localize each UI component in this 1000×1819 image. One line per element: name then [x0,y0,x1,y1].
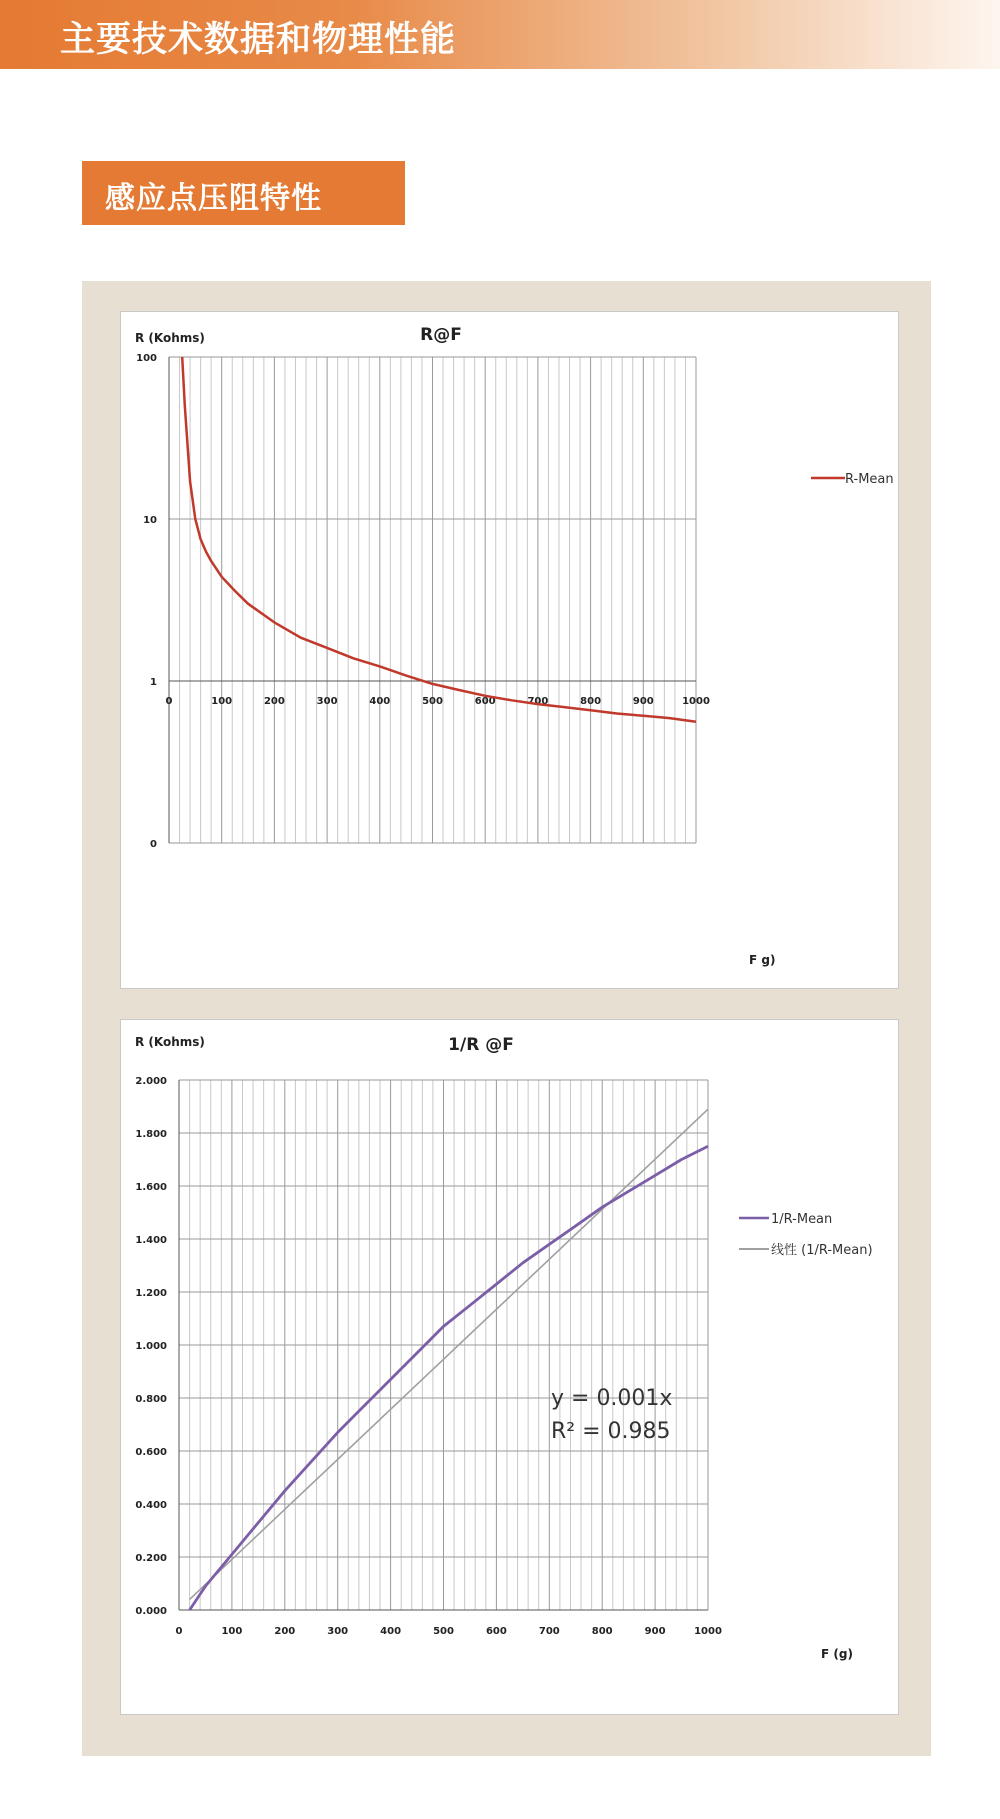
series-line-linear-fit [190,1109,708,1599]
y-tick-label: 100 [136,353,157,364]
x-tick-label: 900 [632,696,654,707]
x-tick-label: 300 [316,696,338,707]
chart-r-at-f [121,312,898,988]
y-tick-label: 0 [150,839,157,850]
x-axis-label: F g) [749,953,776,967]
section-title: 感应点压阻特性 [105,181,322,216]
chart-grid [179,1080,708,1610]
chart-inverse-r-at-f [121,1020,898,1714]
y-tick-label: 1.000 [135,1341,167,1352]
y-tick-label: 1.400 [135,1235,167,1246]
x-axis-label: F (g) [821,1647,853,1661]
trendline-equation: y = 0.001x [551,1386,673,1411]
x-tick-label: 400 [380,1626,402,1637]
x-tick-label: 600 [485,1626,507,1637]
header-bar [0,0,1000,69]
x-tick-label: 1000 [682,696,710,707]
charts-panel [82,281,931,1756]
chart-grid [169,357,696,843]
x-tick-label: 0 [175,1626,183,1637]
x-tick-label: 500 [422,696,443,707]
x-tick-label: 800 [591,1626,613,1637]
x-tick-label: 600 [474,696,496,707]
y-tick-label: 0.000 [135,1606,167,1617]
section-tag [82,161,405,225]
chart-title: R@F [420,325,462,345]
y-tick-label: 1.200 [135,1288,167,1299]
chart-series [190,1109,708,1610]
legend-1r-mean: 1/R-Mean [771,1212,833,1227]
y-tick-label: 0.800 [135,1394,167,1405]
x-tick-label: 1000 [694,1626,722,1637]
x-tick-label: 900 [644,1626,666,1637]
x-tick-label: 700 [538,1626,560,1637]
series-line-1r-mean [190,1146,708,1610]
chart-series [182,357,696,722]
series-line-r-mean [182,357,696,722]
x-tick-label: 300 [327,1626,349,1637]
legend-linear-fit: 线性 (1/R-Mean) [771,1243,873,1258]
chart-card-r-at-f [120,311,899,989]
y-tick-label: 0.600 [135,1447,167,1458]
x-tick-label: 800 [580,696,602,707]
y-tick-label: 1 [150,677,157,688]
x-tick-label: 500 [433,1626,454,1637]
y-tick-label: 1.800 [135,1129,167,1140]
y-axis-label: R (Kohms) [135,331,205,345]
trendline-r-squared: R² = 0.985 [551,1419,671,1444]
legend-r-mean: R-Mean [845,472,894,487]
y-axis-label: R (Kohms) [135,1035,205,1049]
x-tick-label: 100 [211,696,233,707]
x-tick-label: 400 [369,696,391,707]
x-tick-label: 700 [527,696,549,707]
y-tick-label: 1.600 [135,1182,167,1193]
chart-card-inverse-r-at-f [120,1019,899,1715]
x-tick-label: 200 [274,1626,296,1637]
y-tick-label: 0.400 [135,1500,167,1511]
x-tick-label: 100 [221,1626,243,1637]
x-tick-label: 0 [165,696,173,707]
x-tick-label: 200 [263,696,285,707]
page-title: 主要技术数据和物理性能 [60,20,457,60]
y-tick-label: 2.000 [135,1076,167,1087]
y-tick-label: 10 [143,515,157,526]
y-tick-label: 0.200 [135,1553,167,1564]
chart-title: 1/R @F [448,1035,514,1055]
